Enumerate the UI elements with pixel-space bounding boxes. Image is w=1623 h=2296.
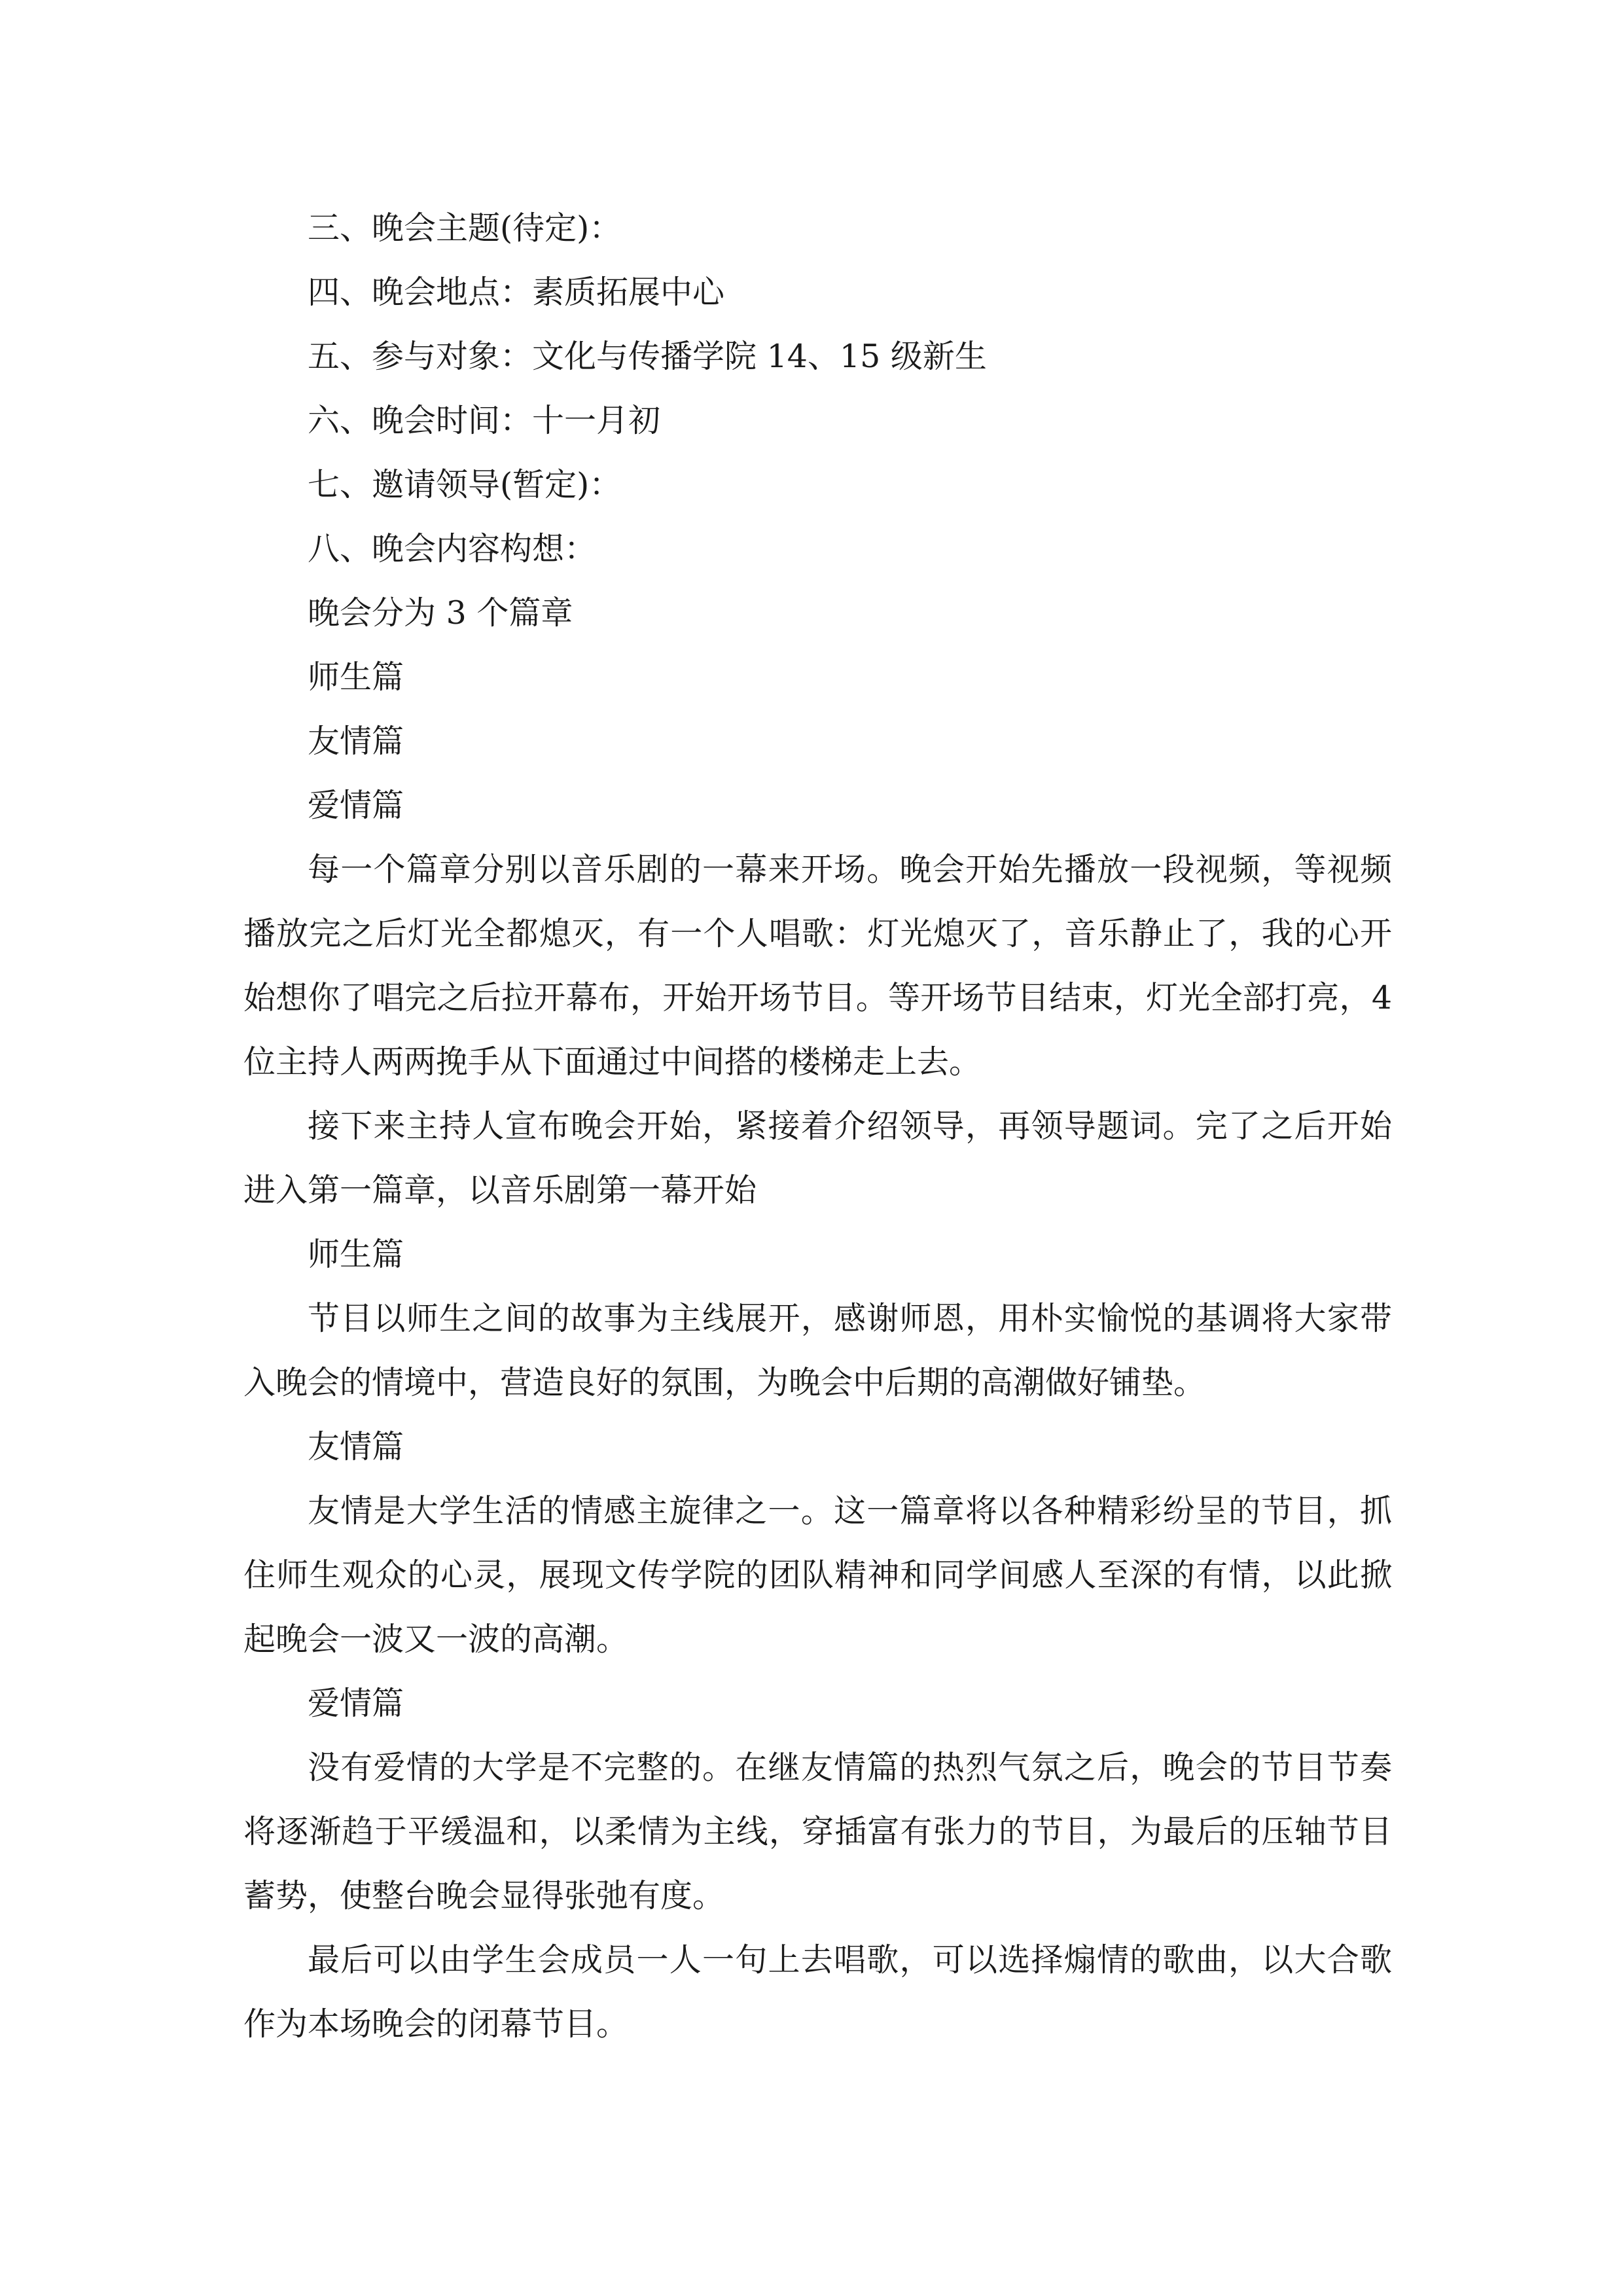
item-invited-leaders: 七、邀请领导(暂定)： (308, 466, 622, 503)
chapter-list-item: 爱情篇 (308, 787, 404, 824)
chapter-list-item: 师生篇 (308, 658, 404, 696)
chapter-list-item: 友情篇 (308, 723, 404, 760)
section-heading: 友情篇 (308, 1428, 404, 1465)
closing-paragraph: 最后可以由学生会成员一人一句上去唱歌，可以选择煽情的歌曲，以大合歌作为本场晚会的闭幕节目。 (243, 1941, 1392, 2043)
item-participants: 五、参与对象：文化与传播学院 14、15 级新生 (308, 338, 987, 375)
item-content-concept: 八、晚会内容构想： (308, 530, 597, 567)
chapters-intro: 晚会分为 3 个篇章 (308, 594, 573, 632)
item-theme: 三、晚会主题(待定)： (308, 209, 622, 247)
section-heading: 爱情篇 (308, 1685, 404, 1722)
section-heading: 师生篇 (308, 1236, 404, 1273)
opening-paragraph: 接下来主持人宣布晚会开始，紧接着介绍领导，再领导题词。完了之后开始进入第一篇章，以音乐剧第一幕开始 (243, 1107, 1392, 1209)
item-venue: 四、晚会地点：素质拓展中心 (308, 274, 725, 311)
item-time: 六、晚会时间：十一月初 (308, 402, 661, 439)
document-body (243, 196, 1392, 2056)
section-body: 节目以师生之间的故事为主线展开，感谢师恩，用朴实愉悦的基调将大家带入晚会的情境中，营造良好的氛围，为晚会中后期的高潮做好铺垫。 (243, 1300, 1392, 1401)
opening-paragraph: 每一个篇章分别以音乐剧的一幕来开场。晚会开始先播放一段视频，等视频播放完之后灯光全都熄灭，有一个人唱歌：灯光熄灭了，音乐静止了，我的心开始想你了唱完之后拉开幕布，开始开场节目。等开场节目结束，灯光全部打亮，4位主持人两两挽手从下面通过中间搭的楼梯走上去。 (243, 851, 1392, 1081)
section-body: 没有爱情的大学是不完整的。在继友情篇的热烈气氛之后，晚会的节目节奏将逐渐趋于平缓温和，以柔情为主线，穿插富有张力的节目，为最后的压轴节目蓄势，使整台晚会显得张弛有度。 (243, 1749, 1392, 1914)
section-body: 友情是大学生活的情感主旋律之一。这一篇章将以各种精彩纷呈的节目，抓住师生观众的心灵，展现文传学院的团队精神和同学间感人至深的有情，以此掀起晚会一波又一波的高潮。 (243, 1492, 1392, 1658)
